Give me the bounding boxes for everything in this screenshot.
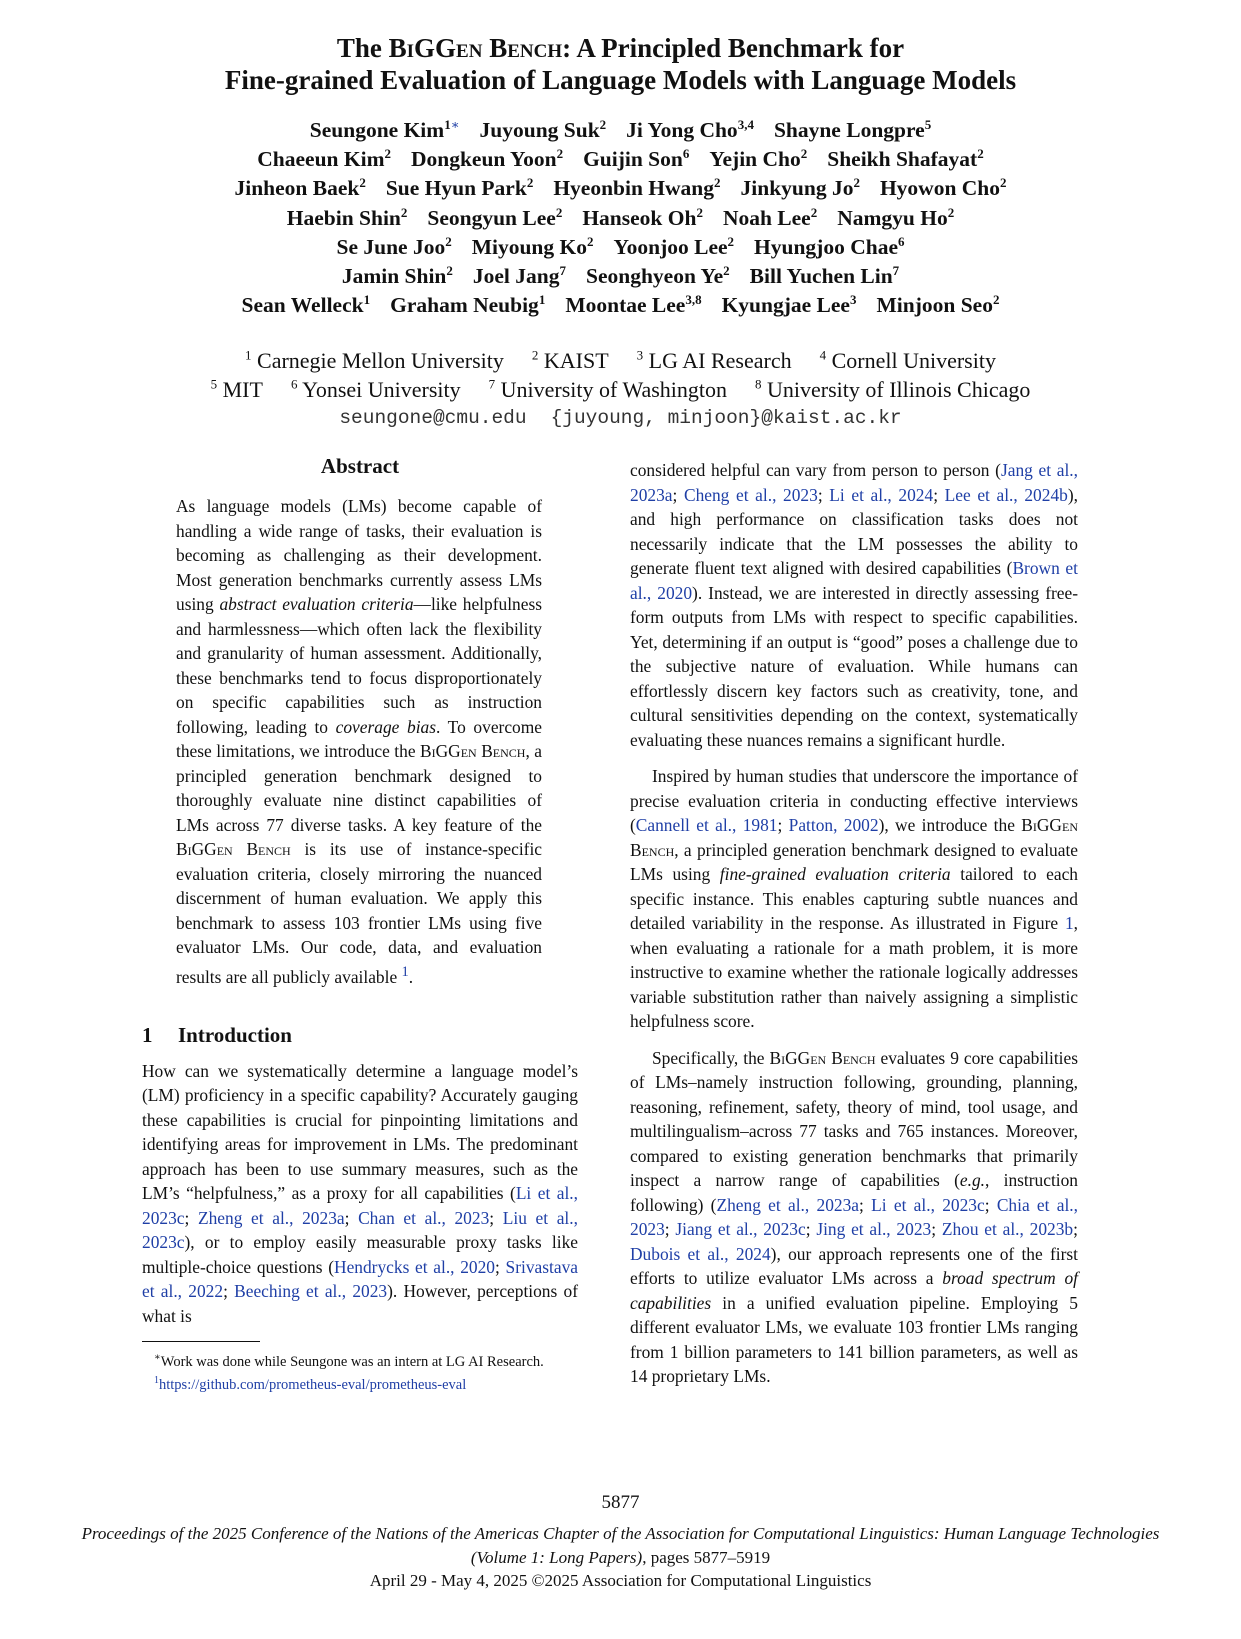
affiliation-row	[0, 346, 1241, 375]
affiliation-row	[0, 375, 1241, 404]
repo-link[interactable]: https://github.com/prometheus-eval/prometheus-eval	[159, 1376, 467, 1393]
footnote-url: $^1$https://github.com/prometheus-eval/prometheus-eval	[154, 1374, 467, 1393]
author-name: Seongyun Lee$^2$	[427, 204, 563, 230]
author-row	[0, 204, 1241, 233]
author-name: Se June Joo$^2$	[336, 233, 452, 259]
footnote-ref[interactable]: 1	[401, 963, 409, 980]
affiliation: $^6$ Yonsei University	[290, 376, 461, 402]
citation-link[interactable]: Chia et al., 2023	[630, 1194, 1078, 1239]
author-list	[0, 116, 1241, 320]
affiliation: $^5$ MIT	[210, 376, 263, 402]
figure-link[interactable]: 1	[1064, 913, 1074, 933]
author-name: Noah Lee$^2$	[722, 204, 818, 230]
author-row	[0, 145, 1241, 174]
affiliation: $^7$ University of Washington	[488, 376, 728, 402]
contact-emails	[0, 404, 1241, 433]
author-row	[0, 262, 1241, 291]
citation-link[interactable]: Zheng et al., 2023a	[197, 1207, 345, 1228]
email: {juyoung, minjoon}@kaist.ac.kr	[550, 407, 902, 429]
right-column	[630, 458, 1078, 1389]
author-name: Sue Hyun Park$^2$	[385, 175, 534, 201]
author-name: Yejin Cho$^2$	[709, 146, 808, 172]
author-name: Sheikh Shafayat$^2$	[827, 146, 984, 172]
citation-link[interactable]: Dubois et al., 2024	[630, 1243, 771, 1264]
citation-link[interactable]: Chan et al., 2023	[358, 1207, 490, 1228]
affiliations	[0, 346, 1241, 433]
paper-title: The BiGGen Bench: A Principled Benchmark for Fine-grained Evaluation of Language Models with Language Models	[224, 33, 1017, 95]
citation-link[interactable]: Lee et al., 2024b	[944, 484, 1068, 505]
proceedings-footer: Proceedings of the 2025 Conference of the Nations of the Americas Chapter of the Association for Computational Linguistics: Human Language Technologies (Volume 1: Long Papers), pages 5877–5919 April 29 - May 4, 2025 ©2025 Association for Computational Linguistics	[81, 1524, 1160, 1590]
affiliation: $^4$ Cornell University	[819, 347, 996, 373]
author-name: Miyoung Ko$^2$	[471, 233, 594, 259]
citation-link[interactable]: Zheng et al., 2023a	[716, 1194, 860, 1215]
author-name: Joel Jang$^7$	[472, 262, 566, 289]
author-name: Jamin Shin$^2$	[341, 262, 453, 289]
author-name: Seonghyeon Ye$^2$	[585, 262, 730, 289]
email: seungone@cmu.edu	[339, 407, 527, 429]
benchmark-name: BiGGen Bench	[388, 33, 563, 63]
footnote-rule	[142, 1341, 260, 1342]
citation-link[interactable]: Hendrycks et al., 2020	[334, 1256, 496, 1277]
author-name: Seungone Kim$^{1∗}$	[309, 116, 460, 142]
citation-link[interactable]: Li et al., 2024	[829, 484, 934, 505]
author-row	[0, 233, 1241, 262]
author-name: Shayne Longpre$^5$	[773, 116, 932, 142]
author-name: Bill Yuchen Lin$^7$	[749, 262, 900, 289]
author-name: Sean Welleck$^1$	[241, 292, 371, 318]
footnote-intern: ∗Work was done while Seungone was an intern at LG AI Research.	[154, 1352, 544, 1371]
author-name: Dongkeun Yoon$^2$	[410, 146, 564, 172]
citation-link[interactable]: Li et al., 2023c	[871, 1194, 985, 1215]
author-name: Graham Neubig$^1$	[390, 292, 546, 318]
author-name: Guijin Son$^6$	[583, 146, 690, 172]
citation-link[interactable]: Brown et al., 2020	[630, 558, 1078, 603]
author-name: Ji Yong Cho$^{3,4}$	[626, 116, 754, 142]
left-column	[142, 452, 578, 1394]
section-heading-introduction: 1 Introduction	[142, 1022, 292, 1047]
citation-link[interactable]: Jiang et al., 2023c	[675, 1219, 806, 1239]
author-name: Hanseok Oh$^2$	[582, 204, 703, 230]
author-row	[0, 174, 1241, 203]
author-name: Hyeonbin Hwang$^2$	[553, 175, 721, 201]
affiliation: $^2$ KAIST	[531, 347, 609, 373]
paragraph: considered helpful can vary from person to person (Jang et al., 2023a; Cheng et al., 2023; Li et al., 2024; Lee et al., 2024b), and high performance on classification tasks does not necessarily indicate that the LM possesses the ability to generate fluent text aligned with desired capabilities (Brown et al., 2020). Instead, we are interested in directly assessing free-form outputs from LMs with respect to specific capabilities. Yet, determining if an output is “good” poses a challenge due to the subjective nature of evaluation. While humans can effortlessly discern key factors such as creativity, tone, and cultural sensitivities depending on the context, systematically evaluating these nuances remains a significant hurdle.	[630, 460, 1079, 750]
citation-link[interactable]: Patton, 2002	[788, 815, 879, 835]
citation-link[interactable]: Cannell et al., 1981	[635, 815, 778, 835]
citation-link[interactable]: Li et al., 2023c	[142, 1183, 578, 1228]
author-name: Juyoung Suk$^2$	[479, 116, 607, 142]
abstract-heading: Abstract	[320, 454, 400, 478]
citation-link[interactable]: Jing et al., 2023	[816, 1219, 932, 1239]
paragraph: Inspired by human studies that underscore the importance of precise evaluation criteria in conducting effective interviews (Cannell et al., 1981; Patton, 2002), we introduce the BiGGen Bench, a principled generation benchmark designed to evaluate LMs using fine-grained evaluation criteria tailored to each specific instance. This enables capturing subtle nuances and detailed variability in the response. As illustrated in Figure 1, when evaluating a rationale for a math problem, it is more instructive to examine whether the rationale logically addresses variable substitution rather than naively assigning a simplistic helpfulness score.	[630, 766, 1078, 1031]
citation-link[interactable]: Jang et al., 2023a	[630, 460, 1078, 505]
abstract-body: As language models (LMs) become capable of handling a wide range of tasks, their evaluation is becoming as challenging as their development. Most generation benchmarks currently assess LMs using abstract evaluation criteria—like helpfulness and harmlessness—which often lack the flexibility and granularity of human assessment. Additionally, these benchmarks tend to focus disproportionately on specific capabilities such as instruction following, leading to coverage bias. To overcome these limitations, we introduce the BiGGen Bench, a principled generation benchmark designed to thoroughly evaluate nine distinct capabilities of LMs across 77 diverse tasks. A key feature of the BiGGen Bench is its use of instance-specific evaluation criteria, closely mirroring the nuanced discernment of human evaluation. We apply this benchmark to assess 103 frontier LMs using five evaluator LMs. Our code, data, and evaluation results are all publicly available $^1$.	[176, 496, 543, 987]
citation-link[interactable]: Cheng et al., 2023	[683, 484, 818, 505]
paragraph: Specifically, the BiGGen Bench evaluates 9 core capabilities of LMs–namely instruction following, grounding, planning, reasoning, refinement, safety, theory of mind, tool usage, and multilingualism–across 77 tasks and 765 instances. Moreover, compared to existing generation benchmarks that primarily inspect a narrow range of capabilities (e.g., instruction following) (Zheng et al., 2023a; Li et al., 2023c; Chia et al., 2023; Jiang et al., 2023c; Jing et al., 2023; Zhou et al., 2023b; Dubois et al., 2024), our approach represents one of the first efforts to utilize evaluator LMs across a broad spectrum of capabilities in a unified evaluation pipeline. Employing 5 different evaluator LMs, we evaluate 103 frontier LMs ranging from 1 billion parameters to 141 billion parameters, as well as 14 proprietary LMs.	[630, 1047, 1078, 1386]
affiliation: $^8$ University of Illinois Chicago	[755, 376, 1031, 402]
author-name: Yoonjoo Lee$^2$	[613, 233, 735, 259]
author-name: Hyowon Cho$^2$	[879, 175, 1007, 201]
author-row	[0, 116, 1241, 145]
author-name: Moontae Lee$^{3,8}$	[565, 292, 702, 318]
author-name: Haebin Shin$^2$	[286, 204, 408, 230]
author-name: Chaeeun Kim$^2$	[257, 146, 391, 172]
author-name: Jinheon Baek$^2$	[234, 175, 366, 201]
affiliation: $^3$ LG AI Research	[636, 347, 792, 373]
author-row	[0, 291, 1241, 320]
author-name: Minjoon Seo$^2$	[876, 292, 1000, 318]
intro-paragraph: How can we systematically determine a language model’s (LM) proficiency in a specific capability? Accurately gauging these capabilities is crucial for pinpointing limitations and identifying areas for improvement in LMs. The predominant approach has been to use summary measures, such as the LM’s “helpfulness,” as a proxy for all capabilities (Li et al., 2023c; Zheng et al., 2023a; Chan et al., 2023; Liu et al., 2023c), or to employ easily measurable proxy tasks like multiple-choice questions (Hendrycks et al., 2020; Srivastava et al., 2022; Beeching et al., 2023). However, perceptions of what is	[142, 1060, 578, 1326]
author-name: Namgyu Ho$^2$	[837, 204, 955, 230]
page-number: 5877	[601, 1492, 640, 1513]
author-name: Hyungjoo Chae$^6$	[754, 233, 905, 259]
citation-link[interactable]: Beeching et al., 2023	[234, 1281, 388, 1302]
author-name: Kyungjae Lee$^3$	[721, 292, 857, 318]
citation-link[interactable]: Liu et al., 2023c	[142, 1207, 578, 1253]
citation-link[interactable]: Zhou et al., 2023b	[941, 1219, 1074, 1239]
citation-link[interactable]: Srivastava et al., 2022	[142, 1256, 578, 1302]
affiliation: $^1$ Carnegie Mellon University	[245, 347, 504, 373]
author-name: Jinkyung Jo$^2$	[740, 175, 860, 201]
